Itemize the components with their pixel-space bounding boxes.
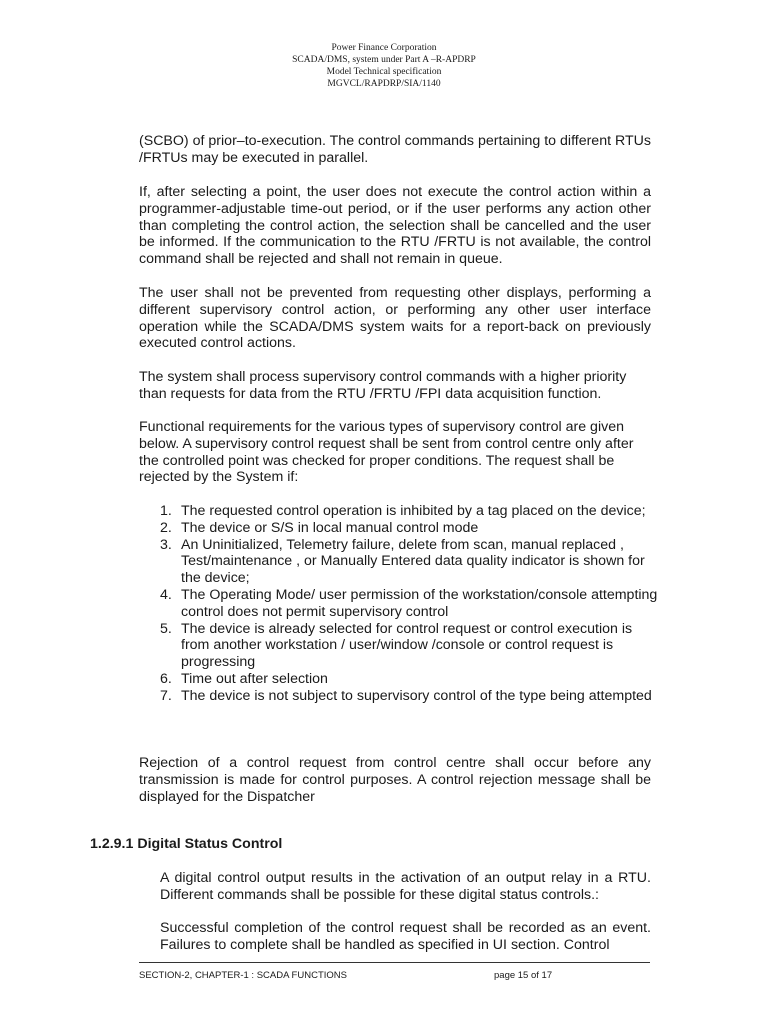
header-organization: Power Finance Corporation xyxy=(331,43,437,53)
list-item-text: The device is not subject to supervisory control of the type being attempted xyxy=(181,687,652,704)
paragraph-timeout: If, after selecting a point, the user does not execute the control action within a programmer-adjustable time-out period, or if the user performs any action other than completing the control action, the selection shall be cancelled and the user be informed. If the communication to the RTU /FRTU is not available, the control command shall be rejected and shall not remain in queue. xyxy=(139,184,651,268)
list-item xyxy=(160,503,660,520)
paragraph-digital-control-output: A digital control output results in the activation of an output relay in a RTU. Different commands shall be possible for these digital status controls.: xyxy=(160,870,651,903)
list-item-number: 5. xyxy=(160,620,172,637)
paragraph-priority: The system shall process supervisory control commands with a higher priority than requests for data from the RTU /FRTU /FPI data acquisition function. xyxy=(139,369,627,402)
list-item xyxy=(160,688,660,705)
list-item-text: The device is already selected for control request or control execution is from another workstation / user/window /console or control request is progressing xyxy=(181,620,633,671)
paragraph-successful-completion: Successful completion of the control request shall be recorded as an event. Failures to complete shall be handled as specified in UI section. Control xyxy=(160,920,651,953)
footer-divider xyxy=(139,962,650,963)
paragraph-functional-requirements: Functional requirements for the various types of supervisory control are given below. A supervisory control request shall be sent from control centre only after the controlled point was checked for proper conditions. The request shall be rejected by the System if: xyxy=(139,419,634,486)
list-item-number: 3. xyxy=(160,536,172,553)
header-project: SCADA/DMS, system under Part A –R-APDRP xyxy=(292,55,476,65)
paragraph-scbo: (SCBO) of prior–to-execution. The control commands pertaining to different RTUs /FRTUs may be executed in parallel. xyxy=(139,133,651,166)
list-item xyxy=(160,671,660,688)
list-item-text: Time out after selection xyxy=(181,670,328,687)
list-item-number: 6. xyxy=(160,670,172,687)
list-item-number: 2. xyxy=(160,519,172,536)
footer-section-label: SECTION-2, CHAPTER-1 : SCADA FUNCTIONS xyxy=(139,970,347,981)
paragraph-user-not-prevented: The user shall not be prevented from requesting other displays, performing a different supervisory control action, or performing any other user interface operation while the SCADA/DMS system waits for a report-back on previously executed control actions. xyxy=(139,285,651,352)
list-item-number: 4. xyxy=(160,586,172,603)
list-item xyxy=(160,621,660,671)
list-item-number: 7. xyxy=(160,687,172,704)
list-item xyxy=(160,520,660,537)
list-item xyxy=(160,537,660,587)
header-reference: MGVCL/RAPDRP/SIA/1140 xyxy=(327,79,441,89)
footer-page-number: page 15 of 17 xyxy=(494,970,553,981)
page-header xyxy=(0,42,768,90)
list-item-text: The requested control operation is inhibited by a tag placed on the device; xyxy=(181,503,646,519)
header-document-type: Model Technical specification xyxy=(326,67,442,77)
list-item xyxy=(160,587,660,621)
paragraph-rejection-message: Rejection of a control request from control centre shall occur before any transmission is made for control purposes. A control rejection message shall be displayed for the Dispatcher xyxy=(139,755,651,805)
list-item-number: 1. xyxy=(160,503,172,519)
list-item-text: The Operating Mode/ user permission of the workstation/console attempting control does not permit supervisory control xyxy=(181,586,658,620)
list-item-text: An Uninitialized, Telemetry failure, delete from scan, manual replaced , Test/maintenance , or Manually Entered data quality indicator is shown for the device; xyxy=(181,536,645,587)
rejection-conditions-list xyxy=(160,503,660,705)
list-item-text: The device or S/S in local manual control mode xyxy=(181,519,479,536)
section-heading: 1.2.9.1 Digital Status Control xyxy=(90,836,283,852)
